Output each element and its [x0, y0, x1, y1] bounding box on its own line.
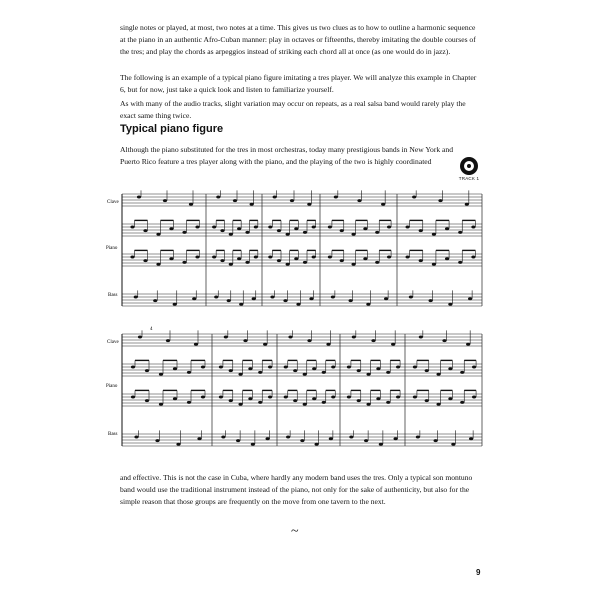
piano-bass-staff-note	[219, 396, 223, 399]
piano-bass-staff-note	[386, 401, 390, 404]
piano-bass-staff-note	[145, 399, 149, 402]
score-system-2	[122, 330, 482, 446]
bass-staff-note	[252, 297, 256, 300]
piano-treble-staff-note	[386, 371, 390, 374]
piano-bass-staff-note	[268, 396, 272, 399]
piano-treble-staff-note	[432, 233, 436, 236]
piano-treble-staff-note	[220, 229, 224, 232]
piano-bass-staff-note	[328, 256, 332, 259]
bass-staff-note	[197, 437, 201, 440]
piano-bass-staff-note	[445, 257, 449, 260]
bass-staff-note	[286, 436, 290, 439]
piano-bass-staff-note	[294, 257, 298, 260]
piano-bass-staff-note	[245, 261, 249, 264]
piano-treble-staff-note	[460, 371, 464, 374]
piano-bass-staff-note	[268, 256, 272, 259]
piano-treble-staff-note	[268, 366, 272, 369]
piano-treble-staff-note	[145, 369, 149, 372]
piano-treble-staff-note	[347, 366, 351, 369]
piano-bass-staff-note	[212, 256, 216, 259]
piano-bass-staff-note	[375, 261, 379, 264]
instrument-label-piano-2: Piano	[106, 384, 118, 389]
piano-bass-staff-note	[195, 256, 199, 259]
piano-bass-staff-note	[220, 259, 224, 262]
instrument-label-bass: Bass	[108, 293, 118, 298]
piano-treble-staff-note	[229, 369, 233, 372]
piano-treble-staff-note	[471, 226, 475, 229]
piano-treble-staff-note	[363, 227, 367, 230]
clave-staff-note	[163, 199, 167, 202]
piano-bass-staff-note	[471, 256, 475, 259]
clave-staff-note	[307, 203, 311, 206]
bass-staff-note	[296, 303, 300, 306]
clave-staff-note	[194, 343, 198, 346]
piano-treble-staff-note	[375, 231, 379, 234]
clave-staff-note	[233, 199, 237, 202]
piano-bass-staff-note	[173, 397, 177, 400]
piano-bass-staff-note	[238, 403, 242, 406]
piano-treble-staff-note	[237, 227, 241, 230]
bass-staff-note	[192, 297, 196, 300]
piano-treble-staff-note	[294, 227, 298, 230]
piano-bass-staff-note	[351, 263, 355, 266]
piano-bass-staff-note	[322, 401, 326, 404]
piano-bass-staff-note	[448, 397, 452, 400]
piano-treble-staff-note	[303, 231, 307, 234]
paragraph-intro: single notes or played, at most, two notes at a time. This gives us two clues as to how to outline a harmonic sequence at the piano in an authentic Afro-Cuban manner: play in octaves or fifteenths, thereby imitating the double courses of the tres; and play the chords as arpeggios instead of striking each chord all at once (as one would do in jazz).	[120, 23, 476, 57]
bass-staff-note	[434, 439, 438, 442]
clave-staff-note	[381, 203, 385, 206]
piano-treble-staff-note	[413, 366, 417, 369]
piano-treble-staff-note	[472, 366, 476, 369]
piano-treble-staff-note	[286, 233, 290, 236]
clave-staff-note	[326, 343, 330, 346]
piano-treble-staff-note	[245, 231, 249, 234]
clave-staff-note	[465, 203, 469, 206]
bass-staff-note	[448, 303, 452, 306]
piano-bass-staff-note	[366, 403, 370, 406]
piano-bass-staff-note	[254, 256, 258, 259]
bass-staff-note	[364, 439, 368, 442]
clave-staff-note	[250, 203, 254, 206]
piano-bass-staff-note	[293, 399, 297, 402]
clave-staff-note	[273, 196, 277, 199]
instrument-label-piano: Piano	[106, 246, 118, 251]
clave-staff-note	[466, 343, 470, 346]
bass-staff-note	[469, 437, 473, 440]
piano-bass-staff-note	[387, 256, 391, 259]
piano-bass-staff-note	[130, 256, 134, 259]
bass-staff-note	[468, 297, 472, 300]
piano-bass-staff-note	[458, 261, 462, 264]
piano-bass-staff-note	[436, 403, 440, 406]
clave-staff-note	[357, 199, 361, 202]
piano-bass-staff-note	[229, 399, 233, 402]
piano-treble-staff-note	[351, 233, 355, 236]
bass-staff-note	[331, 296, 335, 299]
piano-bass-staff-note	[396, 396, 400, 399]
bass-staff-note	[266, 437, 270, 440]
clave-staff-note	[412, 196, 416, 199]
piano-bass-staff-note	[277, 259, 281, 262]
paragraph-example: The following is an example of a typical piano figure imitating a tres player. We will analyze this example in Chapter 6, but for now, just take a quick look and listen to familiarize yourself.	[120, 73, 477, 95]
bass-staff-note	[349, 436, 353, 439]
bass-staff-note	[251, 443, 255, 446]
piano-bass-staff-note	[286, 263, 290, 266]
piano-treble-staff-note	[284, 366, 288, 369]
clave-staff-note	[224, 336, 228, 339]
piano-treble-staff-note	[159, 373, 163, 376]
piano-treble-staff-note	[328, 226, 332, 229]
clave-staff-note	[438, 199, 442, 202]
clave-staff-note	[307, 339, 311, 342]
bass-staff-note	[379, 443, 383, 446]
piano-bass-staff-note	[284, 396, 288, 399]
bass-staff-note	[155, 439, 159, 442]
bass-staff-note	[409, 296, 413, 299]
bass-staff-note	[416, 436, 420, 439]
piano-treble-staff-note	[376, 367, 380, 370]
piano-bass-staff-note	[413, 396, 417, 399]
piano-bass-staff-note	[460, 401, 464, 404]
piano-treble-staff-note	[322, 371, 326, 374]
bass-staff-note	[214, 296, 218, 299]
score-system-1	[122, 190, 482, 306]
instrument-label-clave: Clave	[107, 200, 119, 205]
bass-staff-note	[349, 299, 353, 302]
clave-staff-note	[352, 336, 356, 339]
piano-treble-staff-note	[195, 226, 199, 229]
piano-bass-staff-note	[303, 403, 307, 406]
piano-treble-staff-note	[405, 226, 409, 229]
bass-staff-note	[221, 436, 225, 439]
bass-staff-note	[429, 299, 433, 302]
piano-treble-staff-note	[248, 367, 252, 370]
clave-staff-note	[290, 199, 294, 202]
piano-treble-staff-note	[229, 233, 233, 236]
clave-staff-note	[288, 336, 292, 339]
piano-bass-staff-note	[303, 261, 307, 264]
bass-staff-note	[394, 437, 398, 440]
clave-staff-note	[138, 336, 142, 339]
piano-bass-staff-note	[419, 259, 423, 262]
piano-bass-staff-note	[340, 259, 344, 262]
clave-staff-note	[391, 343, 395, 346]
piano-treble-staff-note	[169, 227, 173, 230]
piano-treble-staff-note	[238, 373, 242, 376]
clave-staff-note	[243, 339, 247, 342]
piano-treble-staff-note	[268, 226, 272, 229]
bass-staff-note	[283, 299, 287, 302]
bass-staff-note	[270, 296, 274, 299]
clave-staff-note	[216, 196, 220, 199]
piano-bass-staff-note	[472, 396, 476, 399]
piano-treble-staff-note	[258, 371, 262, 374]
piano-bass-staff-note	[357, 399, 361, 402]
clave-staff-note	[371, 339, 375, 342]
piano-treble-staff-note	[419, 229, 423, 232]
clave-staff-note	[189, 203, 193, 206]
piano-bass-staff-note	[347, 396, 351, 399]
piano-bass-staff-note	[248, 397, 252, 400]
piano-bass-staff-note	[376, 397, 380, 400]
piano-treble-staff-note	[212, 226, 216, 229]
piano-treble-staff-note	[425, 369, 429, 372]
piano-treble-staff-note	[130, 226, 134, 229]
piano-bass-staff-note	[187, 401, 191, 404]
piano-bass-staff-note	[159, 403, 163, 406]
piano-treble-staff-note	[187, 371, 191, 374]
clave-staff-note	[442, 339, 446, 342]
piano-treble-staff-note	[445, 227, 449, 230]
piano-bass-staff-note	[169, 257, 173, 260]
bass-staff-note	[451, 443, 455, 446]
piano-bass-staff-note	[432, 263, 436, 266]
piano-treble-staff-note	[201, 366, 205, 369]
piano-treble-staff-note	[331, 366, 335, 369]
clave-staff-note	[334, 196, 338, 199]
piano-bass-staff-note	[131, 396, 135, 399]
clave-staff-note	[419, 336, 423, 339]
piano-treble-staff-note	[143, 229, 147, 232]
bass-staff-note	[315, 443, 319, 446]
bass-staff-note	[384, 297, 388, 300]
piano-treble-staff-note	[254, 226, 258, 229]
piano-bass-staff-note	[258, 401, 262, 404]
measure-number: 4	[150, 327, 153, 332]
piano-bass-staff-note	[201, 396, 205, 399]
piano-treble-staff-note	[312, 367, 316, 370]
paragraph-variation: As with many of the audio tracks, slight variation may occur on repeats, as a real salsa band would rarely play the exact same thing twice.	[120, 99, 466, 121]
piano-treble-staff-note	[458, 231, 462, 234]
piano-treble-staff-note	[357, 369, 361, 372]
clave-staff-note	[166, 339, 170, 342]
piano-bass-staff-note	[312, 256, 316, 259]
track-label: TRACK 1	[458, 176, 480, 181]
bass-staff-note	[309, 297, 313, 300]
section-heading: Typical piano figure	[120, 123, 224, 135]
ornament-divider: ~	[291, 524, 299, 539]
piano-treble-staff-note	[182, 231, 186, 234]
instrument-label-clave-2: Clave	[107, 340, 119, 345]
piano-treble-staff-note	[131, 366, 135, 369]
piano-treble-staff-note	[303, 373, 307, 376]
piano-treble-staff-note	[340, 229, 344, 232]
piano-treble-staff-note	[173, 367, 177, 370]
piano-bass-staff-note	[425, 399, 429, 402]
piano-bass-staff-note	[363, 257, 367, 260]
clave-staff-note	[263, 343, 267, 346]
piano-treble-staff-note	[293, 369, 297, 372]
piano-bass-staff-note	[312, 397, 316, 400]
piano-treble-staff-note	[387, 226, 391, 229]
bass-staff-note	[134, 436, 138, 439]
piano-treble-staff-note	[448, 367, 452, 370]
piano-treble-staff-note	[396, 366, 400, 369]
piano-bass-staff-note	[182, 261, 186, 264]
piano-treble-staff-note	[436, 373, 440, 376]
bass-staff-note	[176, 443, 180, 446]
piano-bass-staff-note	[331, 396, 335, 399]
paragraph-cuba: and effective. This is not the case in Cuba, where hardly any modern band uses the tres. Only a typical son montuno band would use the traditional instrument instead of the piano, not only for the sake of authenticity, but also for the simple reason that those groups are frequently on the move from one tavern to the next.	[120, 473, 473, 507]
piano-bass-staff-note	[143, 259, 147, 262]
piano-treble-staff-note	[277, 229, 281, 232]
bass-staff-note	[153, 299, 157, 302]
paragraph-tres: Although the piano substituted for the tres in most orchestras, today many prestigious bands in New York and Puerto Rico feature a tres player along with the piano, and the playing of the two is highly coordinated	[120, 145, 454, 167]
piano-bass-staff-note	[405, 256, 409, 259]
piano-treble-staff-note	[156, 233, 160, 236]
bass-staff-note	[173, 303, 177, 306]
instrument-label-bass-2: Bass	[108, 432, 118, 437]
piano-bass-staff-note	[237, 257, 241, 260]
bass-staff-note	[236, 439, 240, 442]
page-number: 9	[476, 568, 481, 577]
piano-bass-staff-note	[156, 263, 160, 266]
piano-bass-staff-note	[229, 263, 233, 266]
bass-staff-note	[239, 303, 243, 306]
clave-staff-note	[137, 196, 141, 199]
bass-staff-note	[227, 299, 231, 302]
piano-treble-staff-note	[219, 366, 223, 369]
bass-staff-note	[300, 439, 304, 442]
bass-staff-note	[366, 303, 370, 306]
piano-treble-staff-note	[312, 226, 316, 229]
piano-treble-staff-note	[366, 373, 370, 376]
bass-staff-note	[134, 296, 138, 299]
bass-staff-note	[329, 437, 333, 440]
